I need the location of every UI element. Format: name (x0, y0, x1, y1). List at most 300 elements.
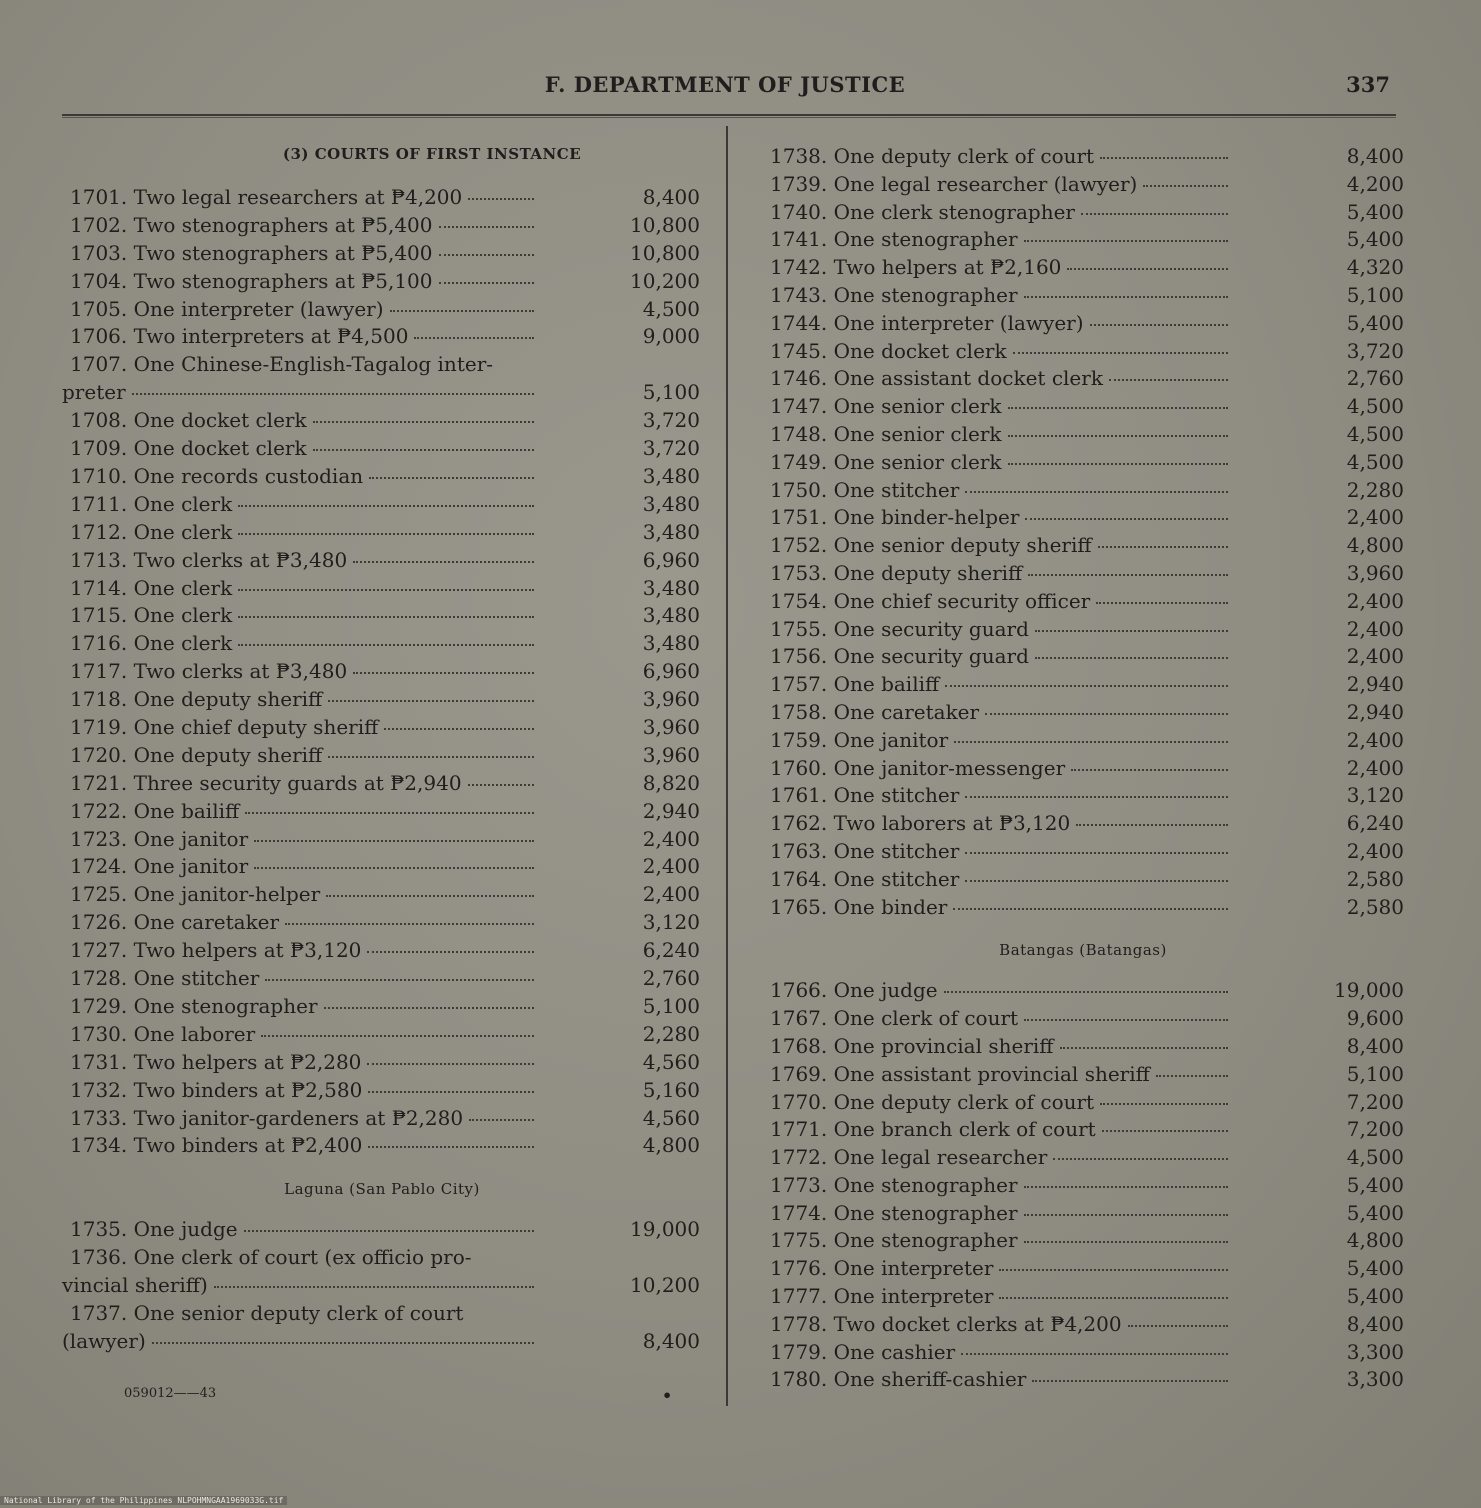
leader-dots (439, 226, 535, 228)
item-desc: 1729. One stenographer (70, 993, 318, 1018)
list-item (62, 436, 702, 464)
leader-dots (468, 784, 534, 786)
list-item (762, 1228, 1404, 1256)
item-desc: 1770. One deputy clerk of court (770, 1089, 1095, 1114)
list-item (762, 700, 1404, 728)
list-item (762, 172, 1404, 200)
leader-dots (1143, 185, 1228, 187)
leader-dots (1032, 1380, 1228, 1382)
item-amount: 10,800 (630, 240, 700, 265)
list-item (762, 783, 1404, 811)
leader-dots (238, 589, 534, 591)
item-desc: 1756. One security guard (770, 644, 1029, 669)
item-desc: 1723. One janitor (70, 826, 249, 851)
item-desc: 1725. One janitor-helper (70, 882, 321, 907)
item-desc: 1719. One chief deputy sheriff (70, 715, 379, 740)
leader-dots (245, 812, 534, 814)
item-desc: 1712. One clerk (70, 519, 233, 544)
item-desc: 1738. One deputy clerk of court (770, 144, 1095, 168)
item-desc: 1767. One clerk of court (770, 1006, 1019, 1031)
item-amount: 5,400 (1346, 1284, 1404, 1309)
item-amount: 2,400 (1346, 505, 1404, 530)
item-desc: 1734. Two binders at ₱2,400 (70, 1133, 363, 1158)
list-item (62, 659, 702, 687)
list-item (62, 994, 702, 1022)
page-number: 337 (1346, 72, 1390, 97)
item-desc: 1708. One docket clerk (70, 408, 307, 433)
list-item (762, 144, 1404, 172)
leader-dots (132, 393, 534, 395)
item-amount: 4,320 (1346, 255, 1404, 280)
item-desc: 1751. One binder-helper (770, 505, 1020, 530)
item-1737-line2: (lawyer) (62, 1329, 146, 1354)
item-amount: 3,300 (1346, 1367, 1404, 1392)
item-desc: 1779. One cashier (770, 1339, 956, 1364)
item-amount: 10,200 (630, 268, 700, 293)
item-desc: 1757. One bailiff (770, 672, 940, 697)
footer-code: 059012——43 (124, 1386, 217, 1401)
item-desc: 1763. One stitcher (770, 838, 960, 863)
list-item (762, 200, 1404, 228)
list-item (762, 1145, 1404, 1173)
item-amount: 5,100 (1346, 282, 1404, 307)
list-item (762, 366, 1404, 394)
item-amount: 9,000 (642, 324, 700, 349)
item-desc: 1710. One records custodian (70, 464, 364, 489)
leader-dots (961, 1353, 1228, 1355)
left-items-a (62, 185, 702, 352)
leader-dots (439, 254, 535, 256)
item-amount: 8,400 (1346, 1033, 1404, 1058)
list-item (62, 1106, 702, 1134)
list-item (762, 839, 1404, 867)
item-desc: 1732. Two binders at ₱2,580 (70, 1077, 363, 1102)
item-amount: 5,100 (642, 993, 700, 1018)
item-desc: 1769. One assistant provincial sheriff (770, 1061, 1150, 1086)
item-1737-line1: 1737. One senior deputy clerk of court (70, 1301, 464, 1326)
item-1735-desc: 1735. One judge (70, 1217, 238, 1242)
item-amount: 3,480 (642, 464, 700, 489)
item-desc: 1762. Two laborers at ₱3,120 (770, 811, 1071, 836)
leader-dots (954, 741, 1228, 743)
item-amount: 2,400 (1346, 755, 1404, 780)
list-item (62, 185, 702, 213)
item-amount: 4,560 (642, 1105, 700, 1130)
item-amount: 5,400 (1346, 1256, 1404, 1281)
item-desc: 1776. One interpreter (770, 1256, 994, 1281)
item-amount: 2,280 (1346, 477, 1404, 502)
item-amount: 4,500 (1346, 449, 1404, 474)
item-amount: 4,500 (1346, 1145, 1404, 1170)
item-desc: 1764. One stitcher (770, 866, 960, 891)
list-item (762, 1062, 1404, 1090)
list-item (762, 283, 1404, 311)
list-item (762, 756, 1404, 784)
item-amount: 5,400 (1346, 1200, 1404, 1225)
item-amount: 5,400 (1346, 310, 1404, 335)
item-amount: 3,720 (1346, 338, 1404, 363)
list-item (62, 492, 702, 520)
list-item (762, 978, 1404, 1006)
item-desc: 1773. One stenographer (770, 1172, 1018, 1197)
item-amount: 2,400 (1346, 644, 1404, 669)
item-desc: 1713. Two clerks at ₱3,480 (70, 547, 348, 572)
item-amount: 5,400 (1346, 199, 1404, 224)
subsection-heading-batangas: Batangas (Batangas) (999, 941, 1167, 960)
list-item (762, 1173, 1404, 1201)
item-desc: 1716. One clerk (70, 631, 233, 656)
leader-dots (1067, 268, 1228, 270)
item-amount: 3,960 (642, 742, 700, 767)
leader-dots (313, 421, 534, 423)
item-amount: 6,960 (642, 547, 700, 572)
list-item (762, 728, 1404, 756)
item-desc: 1753. One deputy sheriff (770, 560, 1023, 585)
leader-dots (1156, 1075, 1228, 1077)
item-desc: 1739. One legal researcher (lawyer) (770, 171, 1138, 196)
item-1707-line1: 1707. One Chinese-English-Tagalog inter- (70, 352, 494, 377)
header-rule (62, 114, 1396, 118)
item-desc: 1718. One deputy sheriff (70, 687, 323, 712)
leader-dots (326, 895, 534, 897)
item-desc: 1771. One branch clerk of court (770, 1117, 1096, 1142)
list-item (62, 1217, 702, 1245)
item-amount: 10,800 (630, 212, 700, 237)
leader-dots (1008, 435, 1228, 437)
item-amount: 3,120 (642, 910, 700, 935)
leader-dots (1090, 324, 1228, 326)
item-desc: 1768. One provincial sheriff (770, 1033, 1054, 1058)
item-amount: 2,400 (1346, 588, 1404, 613)
item-desc: 1761. One stitcher (770, 783, 960, 808)
item-desc: 1749. One senior clerk (770, 449, 1002, 474)
list-item (62, 380, 702, 408)
leader-dots (1024, 1214, 1228, 1216)
item-amount: 3,960 (642, 687, 700, 712)
leader-dots (965, 796, 1228, 798)
list-item (62, 1245, 702, 1273)
item-amount: 2,400 (1346, 616, 1404, 641)
item-desc: 1720. One deputy sheriff (70, 742, 323, 767)
page-header (0, 72, 1481, 102)
item-amount: 5,400 (1346, 227, 1404, 252)
leader-dots (1008, 407, 1228, 409)
leader-dots (368, 1146, 534, 1148)
item-desc: 1774. One stenographer (770, 1200, 1018, 1225)
leader-dots (1035, 630, 1228, 632)
list-item (762, 1256, 1404, 1284)
leader-dots (328, 756, 534, 758)
item-amount: 2,760 (642, 966, 700, 991)
list-item (762, 617, 1404, 645)
item-amount: 6,240 (642, 938, 700, 963)
leader-dots (1008, 463, 1228, 465)
list-item (762, 227, 1404, 255)
list-item (62, 1050, 702, 1078)
leader-dots (261, 1035, 534, 1037)
leader-dots (390, 310, 534, 312)
item-amount: 4,500 (1346, 421, 1404, 446)
item-amount: 2,400 (1346, 727, 1404, 752)
leader-dots (152, 1342, 534, 1344)
list-item (62, 687, 702, 715)
list-item (62, 213, 702, 241)
leader-dots (1024, 1019, 1228, 1021)
item-amount: 4,500 (642, 296, 700, 321)
list-item (62, 799, 702, 827)
scan-caption: National Library of the Philippines NLPOHMNGAA1969033G.tif (0, 1496, 287, 1505)
item-desc: 1711. One clerk (70, 491, 233, 516)
list-item (62, 854, 702, 882)
item-desc: 1775. One stenographer (770, 1228, 1018, 1253)
list-item (762, 422, 1404, 450)
leader-dots (285, 923, 534, 925)
list-item (62, 827, 702, 855)
leader-dots (945, 685, 1228, 687)
list-item (62, 1022, 702, 1050)
leader-dots (368, 1091, 534, 1093)
item-desc: 1715. One clerk (70, 603, 233, 628)
leader-dots (1053, 1158, 1228, 1160)
leader-dots (953, 908, 1228, 910)
item-desc: 1717. Two clerks at ₱3,480 (70, 659, 348, 684)
item-amount: 2,580 (1346, 866, 1404, 891)
leader-dots (1076, 824, 1228, 826)
list-item (762, 505, 1404, 533)
item-desc: 1726. One caretaker (70, 910, 280, 935)
item-desc: 1758. One caretaker (770, 699, 980, 724)
item-desc: 1722. One bailiff (70, 798, 240, 823)
item-amount: 4,800 (1346, 1228, 1404, 1253)
item-amount: 2,400 (1346, 838, 1404, 863)
page-title: F. DEPARTMENT OF JUSTICE (544, 72, 906, 97)
item-amount: 2,280 (642, 1021, 700, 1046)
item-desc: 1706. Two interpreters at ₱4,500 (70, 324, 409, 349)
list-item (62, 520, 702, 548)
item-desc: 1743. One stenographer (770, 282, 1018, 307)
item-amount: 3,480 (642, 603, 700, 628)
leader-dots (1081, 213, 1228, 215)
list-item (62, 576, 702, 604)
item-desc: 1705. One interpreter (lawyer) (70, 296, 384, 321)
list-item (62, 966, 702, 994)
leader-dots (1098, 546, 1228, 548)
list-item (762, 339, 1404, 367)
item-amount: 3,120 (1346, 783, 1404, 808)
leader-dots (1024, 296, 1228, 298)
item-1707-line2: preter (62, 380, 126, 405)
list-item (762, 895, 1404, 923)
list-item (62, 882, 702, 910)
item-amount: 3,480 (642, 519, 700, 544)
leader-dots (324, 1007, 534, 1009)
list-item (762, 672, 1404, 700)
list-item (62, 631, 702, 659)
leader-dots (328, 700, 534, 702)
column-divider (726, 126, 728, 1406)
item-desc: 1777. One interpreter (770, 1284, 994, 1309)
list-item (762, 589, 1404, 617)
item-amount: 8,820 (642, 770, 700, 795)
leader-dots (985, 713, 1228, 715)
list-item (762, 644, 1404, 672)
leader-dots (965, 491, 1228, 493)
item-desc: 1703. Two stenographers at ₱5,400 (70, 240, 433, 265)
list-item (762, 478, 1404, 506)
list-item (62, 1273, 702, 1301)
leader-dots (999, 1297, 1228, 1299)
item-1737-amount: 8,400 (642, 1329, 700, 1354)
item-amount: 5,160 (642, 1077, 700, 1102)
leader-dots (1028, 574, 1228, 576)
leader-dots (439, 282, 535, 284)
list-item (62, 1078, 702, 1106)
item-desc: 1759. One janitor (770, 727, 949, 752)
list-item (62, 269, 702, 297)
item-1707-amount: 5,100 (642, 380, 700, 405)
list-item (762, 311, 1404, 339)
item-desc: 1765. One binder (770, 894, 948, 919)
list-item (762, 561, 1404, 589)
footer-mark: • (662, 1386, 673, 1405)
list-item (762, 450, 1404, 478)
item-desc: 1701. Two legal researchers at ₱4,200 (70, 185, 463, 209)
right-items-a (762, 144, 1404, 922)
item-amount: 3,960 (1346, 560, 1404, 585)
item-1736-amount: 10,200 (630, 1273, 700, 1298)
list-item (62, 297, 702, 325)
item-desc: 1741. One stenographer (770, 227, 1018, 252)
item-amount: 2,940 (1346, 699, 1404, 724)
leader-dots (1025, 518, 1228, 520)
item-desc: 1702. Two stenographers at ₱5,400 (70, 212, 433, 237)
item-1735-amount: 19,000 (630, 1217, 700, 1242)
list-item (62, 464, 702, 492)
item-amount: 19,000 (1334, 978, 1404, 1003)
item-amount: 3,480 (642, 491, 700, 516)
item-desc: 1742. Two helpers at ₱2,160 (770, 255, 1062, 280)
list-item (62, 408, 702, 436)
item-desc: 1748. One senior clerk (770, 421, 1002, 446)
item-desc: 1755. One security guard (770, 616, 1029, 641)
leader-dots (367, 1063, 534, 1065)
leader-dots (1035, 657, 1228, 659)
leader-dots (369, 477, 534, 479)
list-item (62, 241, 702, 269)
item-desc: 1766. One judge (770, 978, 938, 1003)
leader-dots (384, 728, 534, 730)
section-heading: (3) COURTS OF FIRST INSTANCE (282, 145, 582, 163)
item-desc: 1746. One assistant docket clerk (770, 366, 1103, 391)
list-item (762, 1367, 1404, 1395)
item-amount: 2,580 (1346, 894, 1404, 919)
list-item (62, 548, 702, 576)
item-desc: 1740. One clerk stenographer (770, 199, 1075, 224)
leader-dots (254, 867, 534, 869)
list-item (762, 1006, 1404, 1034)
list-item (762, 1312, 1404, 1340)
list-item (762, 1284, 1404, 1312)
list-item (62, 1301, 702, 1329)
item-desc: 1728. One stitcher (70, 966, 260, 991)
list-item (62, 715, 702, 743)
list-item (62, 603, 702, 631)
item-desc: 1747. One senior clerk (770, 394, 1002, 419)
item-amount: 6,240 (1346, 811, 1404, 836)
list-item (762, 867, 1404, 895)
item-desc: 1721. Three security guards at ₱2,940 (70, 770, 462, 795)
item-amount: 2,940 (1346, 672, 1404, 697)
list-item (62, 910, 702, 938)
leader-dots (254, 840, 534, 842)
item-amount: 3,960 (642, 715, 700, 740)
leader-dots (1102, 1130, 1228, 1132)
item-amount: 2,400 (642, 882, 700, 907)
list-item (62, 1133, 702, 1161)
list-item (62, 938, 702, 966)
leader-dots (214, 1286, 534, 1288)
left-items-b (62, 408, 702, 1161)
leader-dots (244, 1230, 534, 1232)
leader-dots (313, 449, 534, 451)
right-items-b (762, 978, 1404, 1395)
item-desc: 1731. Two helpers at ₱2,280 (70, 1049, 362, 1074)
list-item (762, 533, 1404, 561)
leader-dots (353, 561, 534, 563)
item-desc: 1704. Two stenographers at ₱5,100 (70, 268, 433, 293)
item-amount: 8,400 (1346, 144, 1404, 168)
item-amount: 3,480 (642, 631, 700, 656)
list-item (62, 771, 702, 799)
list-item (762, 1201, 1404, 1229)
item-desc: 1709. One docket clerk (70, 436, 307, 461)
item-amount: 6,960 (642, 659, 700, 684)
item-amount: 2,940 (642, 798, 700, 823)
item-amount: 2,760 (1346, 366, 1404, 391)
item-amount: 7,200 (1346, 1089, 1404, 1114)
list-item (762, 1117, 1404, 1145)
left-column (62, 140, 702, 1357)
leader-dots (999, 1269, 1228, 1271)
item-desc: 1772. One legal researcher (770, 1145, 1048, 1170)
leader-dots (1013, 352, 1228, 354)
item-desc: 1752. One senior deputy sheriff (770, 533, 1092, 558)
list-item (762, 1340, 1404, 1368)
leader-dots (1100, 157, 1228, 159)
item-desc: 1724. One janitor (70, 854, 249, 879)
item-amount: 4,800 (642, 1133, 700, 1158)
item-1736-line1: 1736. One clerk of court (ex officio pro- (70, 1245, 472, 1270)
leader-dots (414, 337, 534, 339)
list-item (62, 324, 702, 352)
leader-dots (1024, 1241, 1228, 1243)
leader-dots (1060, 1047, 1229, 1049)
item-amount: 3,480 (642, 575, 700, 600)
item-desc: 1760. One janitor-messenger (770, 755, 1066, 780)
leader-dots (238, 616, 534, 618)
leader-dots (468, 198, 534, 200)
item-amount: 4,500 (1346, 394, 1404, 419)
leader-dots (1096, 602, 1228, 604)
leader-dots (238, 644, 534, 646)
leader-dots (1100, 1103, 1228, 1105)
item-amount: 8,400 (642, 185, 700, 209)
leader-dots (965, 880, 1228, 882)
item-desc: 1754. One chief security officer (770, 588, 1091, 613)
item-amount: 4,560 (642, 1049, 700, 1074)
item-amount: 4,200 (1346, 171, 1404, 196)
item-amount: 4,800 (1346, 533, 1404, 558)
